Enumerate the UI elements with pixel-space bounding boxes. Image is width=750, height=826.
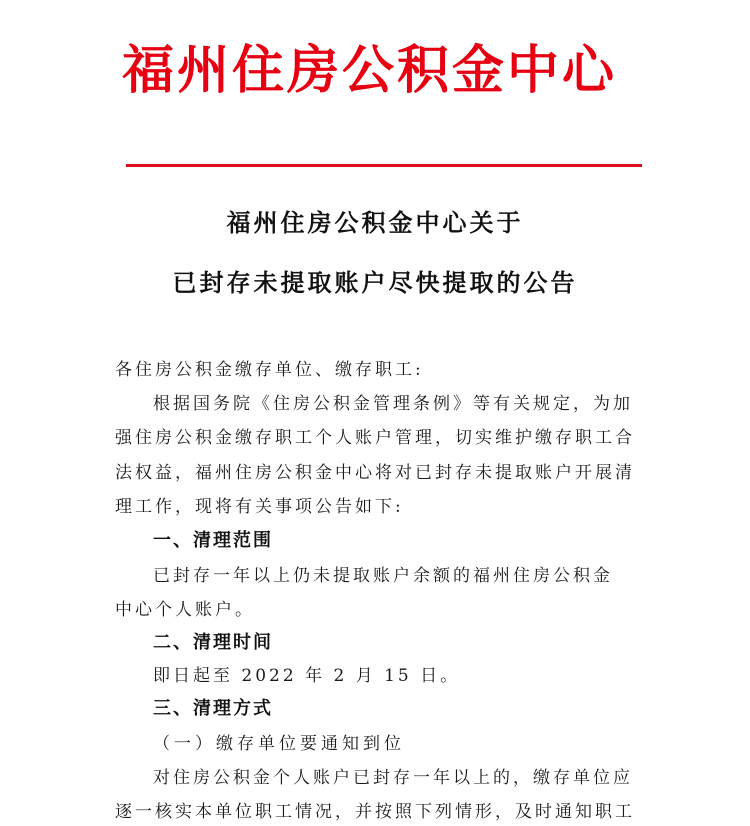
intro-paragraph-line: 强住房公积金缴存职工个人账户管理，切实维护缴存职工合 — [115, 428, 635, 448]
salutation: 各住房公积金缴存单位、缴存职工: — [115, 360, 424, 380]
intro-paragraph-line: 根据国务院《住房公积金管理条例》等有关规定，为加 — [153, 394, 633, 414]
letterhead-red-rule — [126, 164, 642, 167]
section-heading-time: 二、清理时间 — [153, 632, 273, 653]
document-title-line-1: 福州住房公积金中心关于 — [226, 208, 524, 237]
section-heading-scope: 一、清理范围 — [153, 530, 273, 551]
letterhead-organization-name: 福州住房公积金中心 — [122, 40, 618, 101]
section-heading-method: 三、清理方式 — [153, 698, 273, 719]
intro-paragraph-line: 理工作，现将有关事项公告如下: — [115, 497, 404, 517]
subsection-body-line: 逐一核实本单位职工情况，并按照下列情形，及时通知职工 — [115, 802, 635, 822]
subsection-body-line: 对住房公积金个人账户已封存一年以上的，缴存单位应 — [153, 768, 633, 788]
section-body-line: 即日起至 2022 年 2 月 15 日。 — [153, 666, 461, 686]
subsection-heading: （一）缴存单位要通知到位 — [153, 734, 405, 754]
section-body-line: 已封存一年以上仍未提取账户余额的福州住房公积金 — [153, 566, 613, 586]
section-body-line: 中心个人账户。 — [115, 600, 255, 620]
document-title-line-2: 已封存未提取账户尽快提取的公告 — [172, 268, 578, 297]
intro-paragraph-line: 法权益，福州住房公积金中心将对已封存未提取账户开展清 — [115, 463, 635, 483]
